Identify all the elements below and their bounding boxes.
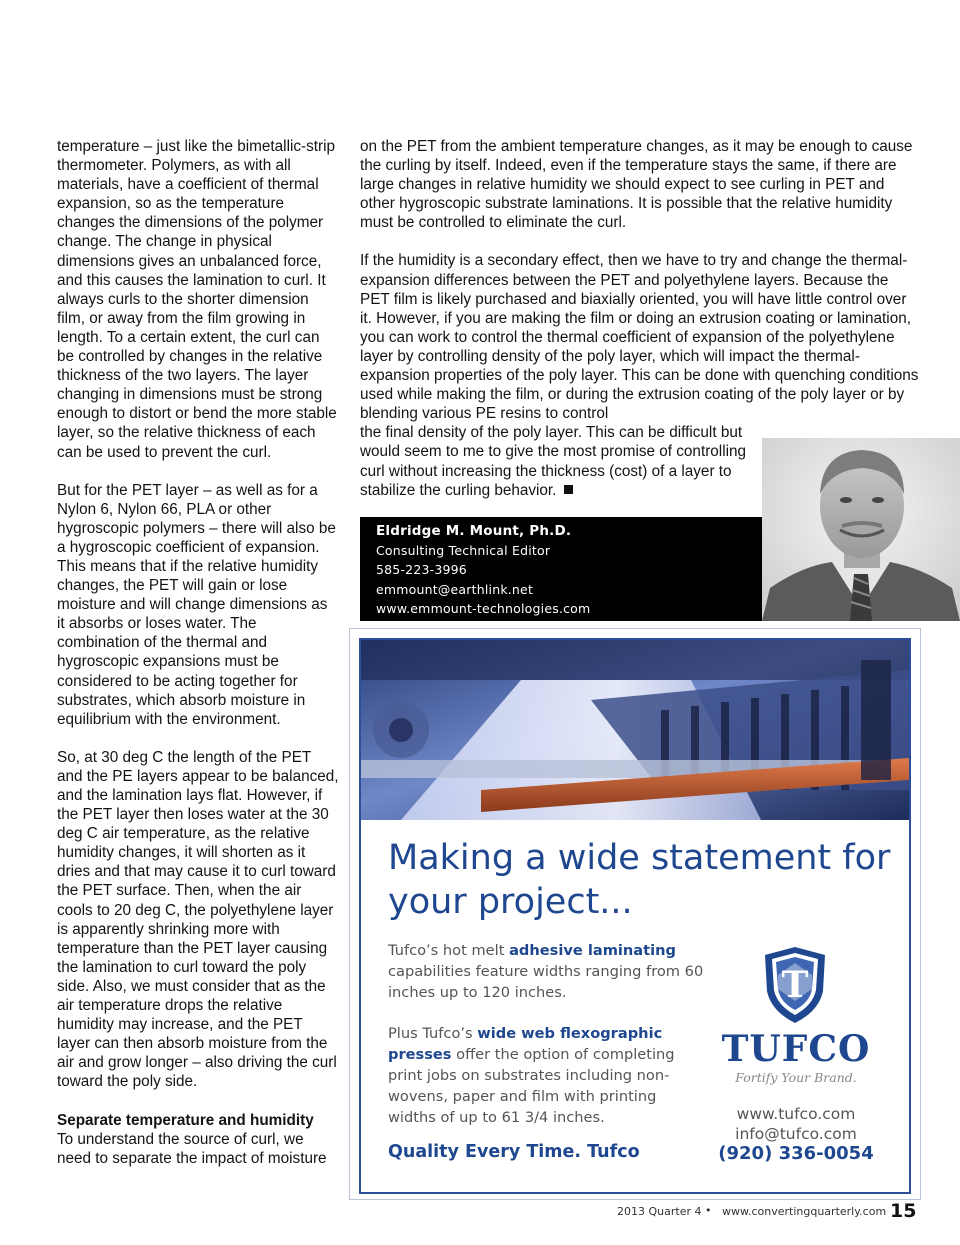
- ad-headline-line: Making a wide statement for: [388, 838, 891, 878]
- article-line: curl without increasing the thickness (cost) of a layer to: [360, 462, 732, 480]
- ad-body: [388, 940, 708, 1148]
- article-line: stabilize the curling behavior.: [360, 481, 920, 500]
- ad-website[interactable]: www.tufco.com: [736, 1105, 856, 1123]
- ad-frame: [359, 638, 911, 1194]
- article-paragraph: So, at 30 deg C the length of the PET and the PE layers appear to be balanced, and the lamination lays flat. However, if the PET layer then loses water at the 30 deg C air temperature, as the relative humidity changes, it will shorten as it dries and that may cause it to curl toward the PET surface. Then, when the air cools to 20 deg C, the polyethylene layer is apparently shrinking more with temperature than the PET layer causing the lamination to curl toward the poly side. Also, we must consider that as the air temperature drops the relative humidity may increase, and the PET layer can then absorb moisture from the air and grow longer – also driving the curl toward the poly side.: [57, 748, 339, 1091]
- article-paragraph: on the PET from the ambient temperature changes, as it may be enough to cause the curling by itself. Indeed, even if the temperature stays the same, if there are large changes in relative humidity we should expect to see curling in PET and other hygroscopic substrate laminations. It is possible that the relative humidity must be controlled to eliminate the curl.: [360, 138, 913, 232]
- author-phone: 585-223-3996: [376, 562, 467, 578]
- section-subhead: Separate temperature and humidity: [57, 1111, 314, 1129]
- author-title: Consulting Technical Editor: [376, 543, 551, 559]
- ad-paragraph: Tufco’s hot melt adhesive laminating capabilities feature widths ranging from 60 inches up to 120 inches.: [388, 942, 704, 1001]
- author-photo: [762, 438, 960, 621]
- article-paragraph: temperature – just like the bimetallic-strip thermometer. Polymers, as with all materials, have a coefficient of thermal expansion, so as the temperature changes the dimensions of the polymer change. The change in physical dimensions gives an unbalanced force, and this causes the lamination to curl. It always curls to the shorter dimension film, or away from the film growing in length. To a certain extent, the curl can be controlled by changes in the relative thickness of the two layers. The layer changing in dimensions must be strong enough to distort or bend the more stable layer, so the relative thickness of each can be used to prevent the curl.: [57, 138, 337, 461]
- tufco-advertisement: [349, 628, 921, 1200]
- article-paragraph: If the humidity is a secondary effect, then we have to try and change the thermal-expansion differences between the PET and polyethylene layers. Because the PET film is likely purchased and biaxially oriented, you will have little control over it. However, if you are making the film or doing an extrusion coating or lamination, you can work to control the thermal coefficient of expansion of the polyethylene layer by controlling density of the poly layer, which will impact the thermal-expansion properties of the poly layer. This can be done with quenching conditions used while making the film, or during the extrusion coating of the poly layer or by blending various PE resins to control: [360, 252, 919, 423]
- ad-email[interactable]: info@tufco.com: [735, 1125, 857, 1143]
- tufco-slogan: Fortify Your Brand.: [735, 1070, 857, 1085]
- ad-headline-line: your project...: [388, 882, 633, 922]
- page-footer: [617, 1202, 937, 1222]
- footer-bullet: •: [705, 1204, 712, 1217]
- author-email[interactable]: emmount@earthlink.net: [376, 581, 534, 597]
- ad-headline: [388, 836, 898, 924]
- ad-machinery-photo: [361, 640, 909, 820]
- ad-contact: [706, 1104, 886, 1144]
- author-name: Eldridge M. Mount, Ph.D.: [376, 523, 572, 539]
- footer-issue: 2013 Quarter 4: [617, 1205, 702, 1218]
- ad-paragraph: Plus Tufco’s wide web flexographic presses offer the option of completing print jobs on substrates including non-wovens, paper and film with printing widths of up to 61 3/4 inches.: [388, 1025, 675, 1126]
- tufco-shield-logo: [763, 945, 827, 1025]
- article-line: would seem to me to give the most promise of controlling: [360, 443, 746, 461]
- footer-url[interactable]: www.convertingquarterly.com: [722, 1205, 887, 1218]
- tufco-wordmark: TUFCO: [721, 1028, 871, 1070]
- page-number: 15: [890, 1200, 917, 1222]
- ad-phone: (920) 336-0054: [718, 1143, 874, 1164]
- end-of-article-mark: [564, 485, 573, 494]
- article-line: the final density of the poly layer. This can be difficult but: [360, 424, 743, 442]
- article-left-column: [57, 137, 339, 1168]
- article-paragraph: To understand the source of curl, we need to separate the impact of moisture: [57, 1130, 327, 1167]
- author-website[interactable]: www.emmount-technologies.com: [376, 600, 591, 616]
- shield-letter: T: [781, 964, 809, 1006]
- ad-tagline: Quality Every Time. Tufco: [388, 1142, 640, 1162]
- author-details: [376, 522, 590, 618]
- article-paragraph: But for the PET layer – as well as for a Nylon 6, Nylon 66, PLA or other hygroscopic polymers – there will also be a hygroscopic coefficient of expansion. This means that if the relative humidity changes, the PET will gain or lose moisture and will change dimensions as it absorbs or loses water. The combination of the thermal and hygroscopic expansions must be considered to be acting together for substrates, which absorb moisture in equilibrium with the environment.: [57, 481, 336, 728]
